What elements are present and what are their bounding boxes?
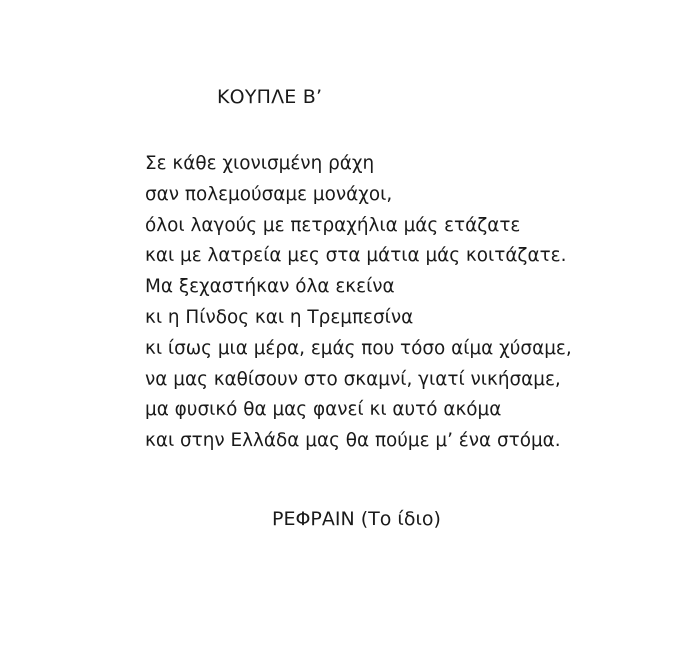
verse-line: και στην Ελλάδα μας θα πούμε μ’ ένα στόμα.	[145, 430, 561, 452]
verse-line: όλοι λαγούς με πετραχήλια μάς ετάζατε	[145, 214, 521, 236]
verse-heading: ΚΟΥΠΛΕ Β’	[217, 86, 323, 108]
verse-line: μα φυσικό θα μας φανεί κι αυτό ακόμα	[145, 399, 502, 421]
verse-line: σαν πολεμούσαμε μονάχοι,	[145, 183, 393, 205]
verse-line: Μα ξεχαστήκαν όλα εκείνα	[145, 276, 395, 298]
refrain-label: ΡΕΦΡΑΙΝ (Το ίδιο)	[272, 508, 441, 530]
verse-lyrics	[145, 149, 572, 457]
verse-line: Σε κάθε χιονισμένη ράχη	[145, 153, 375, 174]
verse-line: και με λατρεία μες στα μάτια μάς κοιτάζατε.	[145, 245, 567, 267]
verse-line: κι η Πίνδος και η Τρεμπεσίνα	[145, 306, 414, 328]
verse-line: κι ίσως μια μέρα, εμάς που τόσο αίμα χύσαμε,	[145, 337, 572, 359]
verse-line: να μας καθίσουν στο σκαμνί, γιατί νικήσαμε,	[145, 368, 561, 390]
